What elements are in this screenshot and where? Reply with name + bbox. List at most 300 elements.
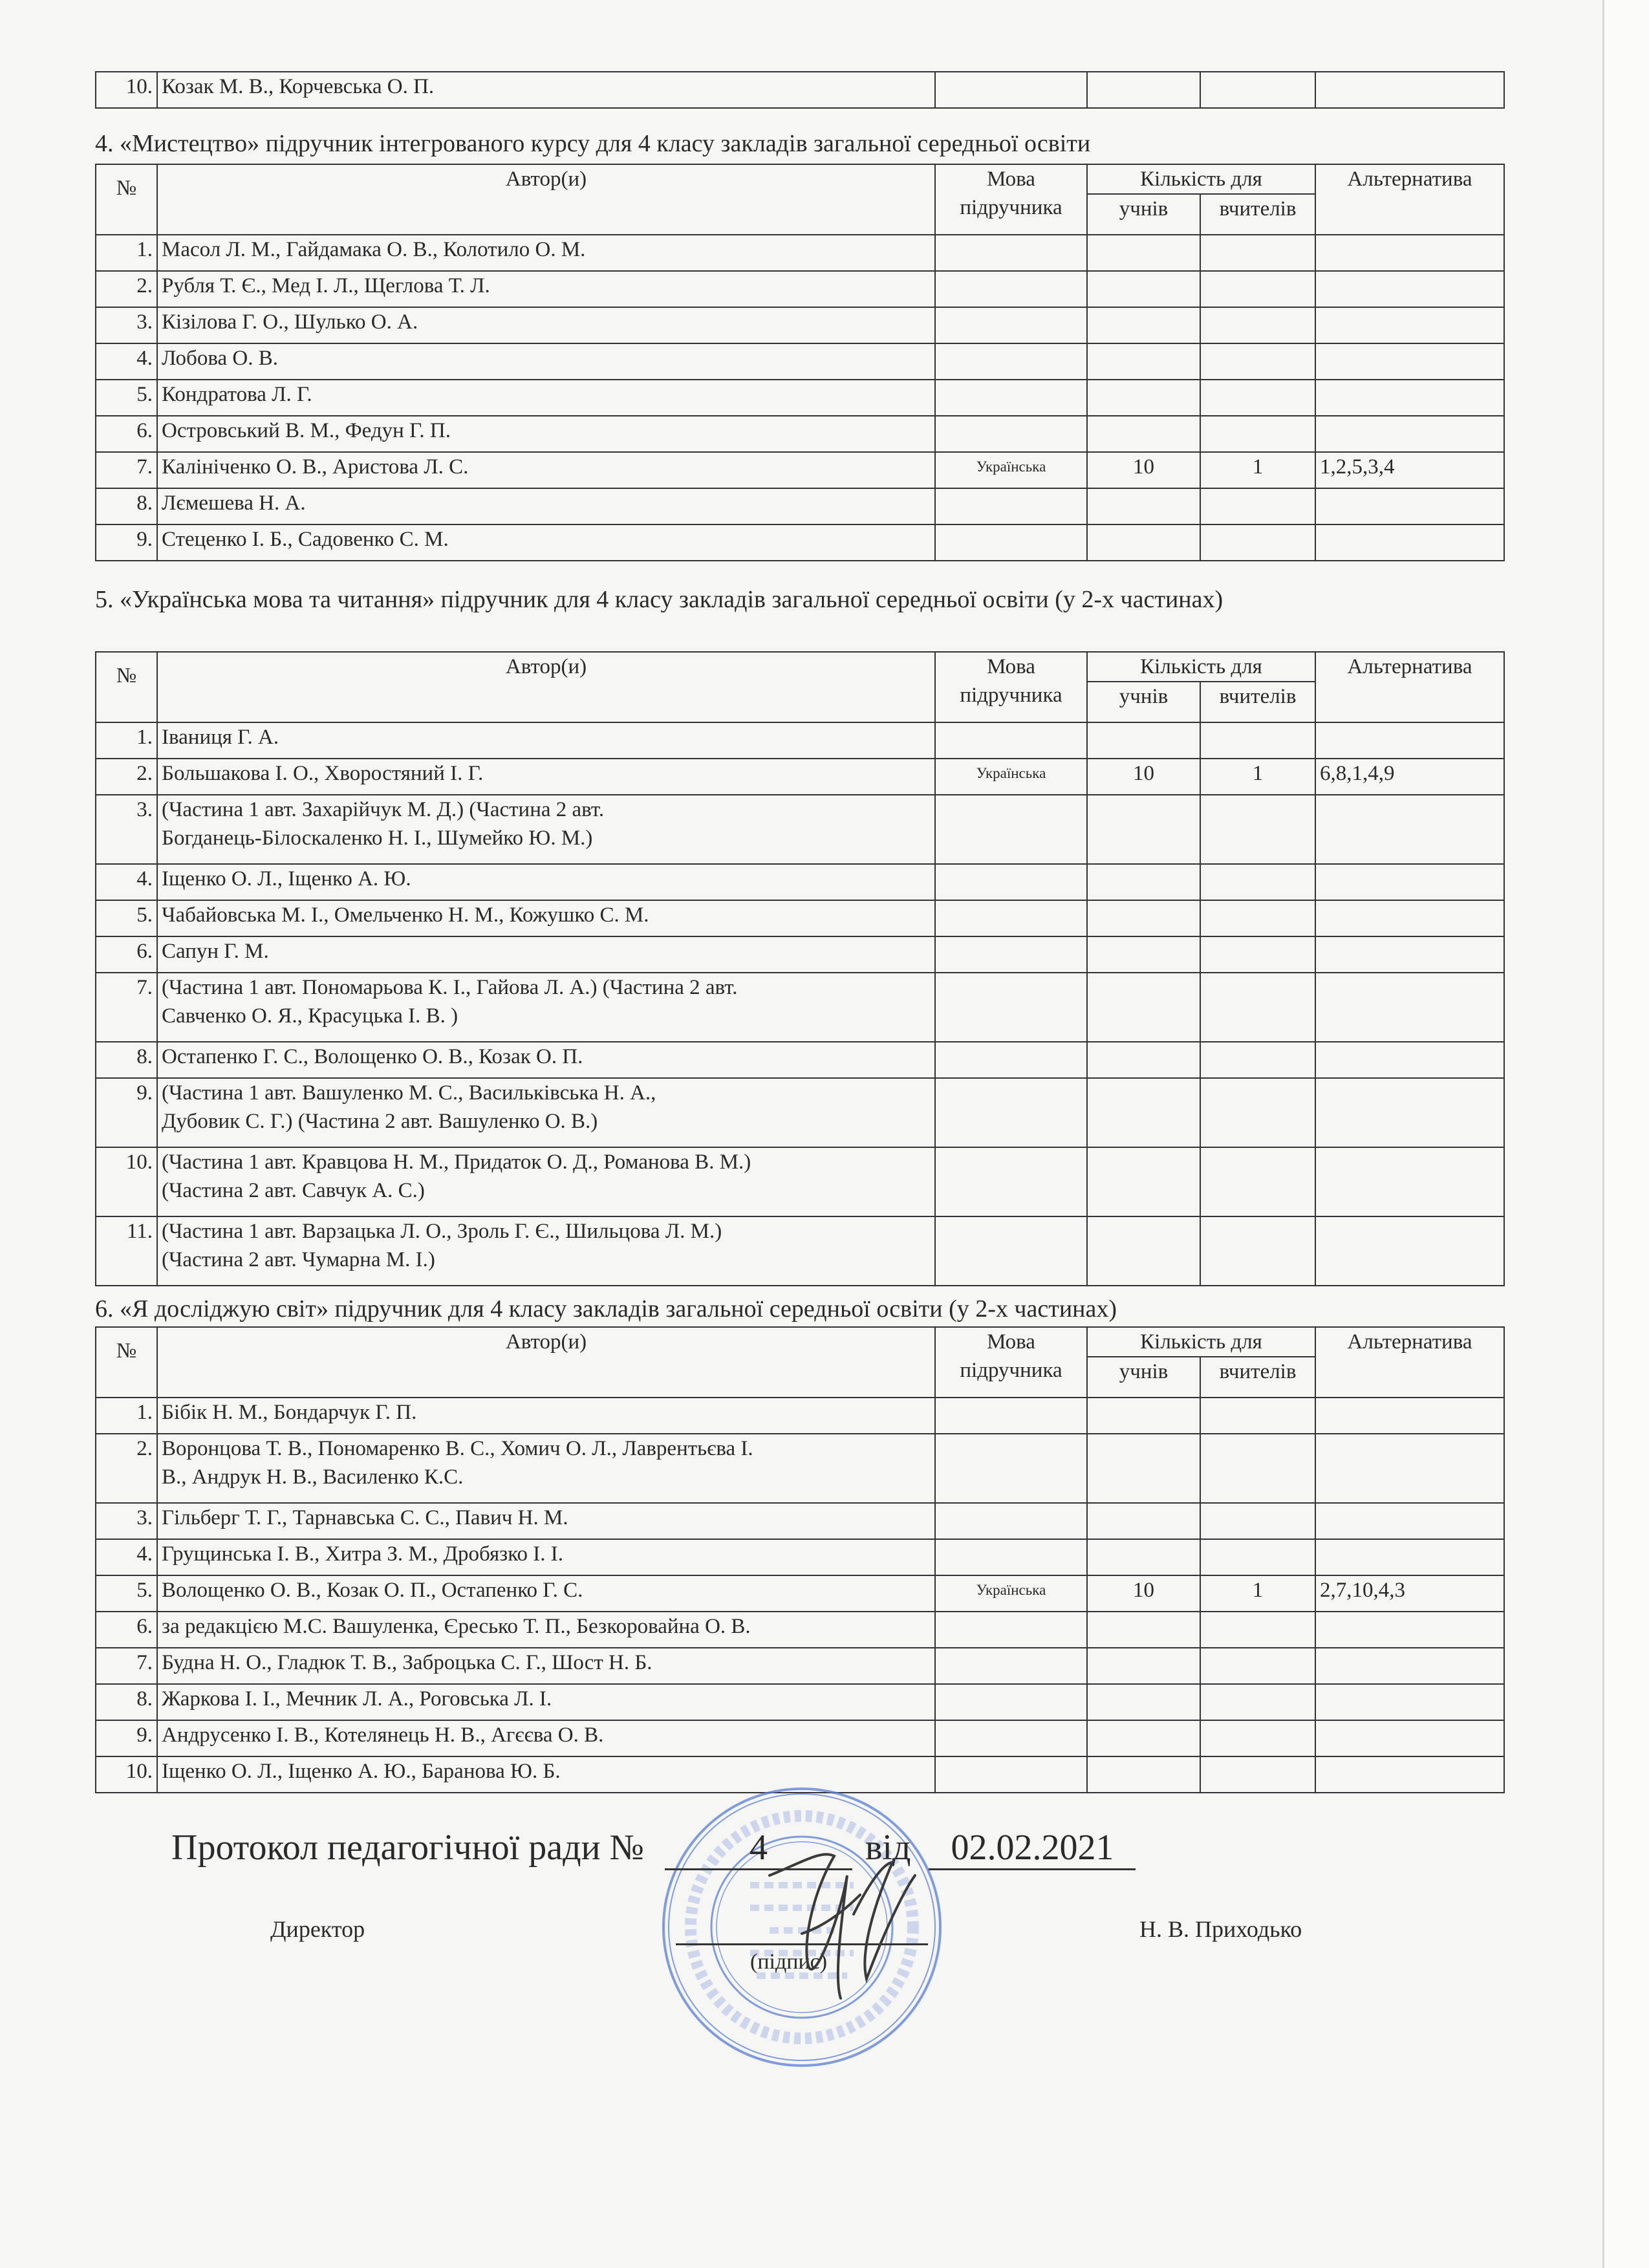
alternative-cell xyxy=(1315,722,1504,759)
authors-cell xyxy=(157,1612,935,1648)
row-number: 10. xyxy=(96,72,157,108)
language-cell xyxy=(935,1539,1087,1575)
authors-cell xyxy=(157,1398,935,1434)
table-row xyxy=(96,1720,1504,1756)
row-number: 1. xyxy=(96,722,157,759)
alternative-cell xyxy=(1315,1756,1504,1793)
teachers-count-cell xyxy=(1200,900,1315,936)
language-cell xyxy=(935,488,1087,524)
alternative-cell xyxy=(1315,271,1504,307)
students-count-cell xyxy=(1087,1042,1200,1078)
row-number: 11. xyxy=(96,1216,157,1286)
row-number: 8. xyxy=(96,1684,157,1720)
alternative-cell xyxy=(1315,343,1504,380)
header-language xyxy=(935,652,1087,722)
students-count-cell xyxy=(1087,1539,1200,1575)
teachers-count-cell xyxy=(1200,271,1315,307)
authors-cell xyxy=(157,1503,935,1539)
alternative-cell xyxy=(1315,380,1504,416)
author-line: за редакцією М.С. Вашуленка, Єресько Т. П., Безкоровайна О. В. xyxy=(162,1615,751,1638)
author-line: (Частина 1 авт. Кравцова Н. М., Придаток О. Д., Романова В. М.) xyxy=(162,1150,751,1174)
language-cell xyxy=(935,1612,1087,1648)
header-language xyxy=(935,164,1087,235)
authors-cell xyxy=(157,1216,935,1286)
header-language-line: Мова xyxy=(987,655,1035,678)
header-count-for: Кількість для xyxy=(1087,652,1315,682)
authors-cell xyxy=(157,416,935,452)
header-number: № xyxy=(96,164,157,235)
alternative-cell xyxy=(1315,795,1504,864)
teachers-count-cell xyxy=(1200,1147,1315,1216)
author-line: Жаркова І. І., Мечник Л. А., Роговська Л. І. xyxy=(162,1687,552,1711)
alternative-cell xyxy=(1315,973,1504,1042)
table-row xyxy=(96,307,1504,343)
table-row xyxy=(96,1398,1504,1434)
row-number: 1. xyxy=(96,1398,157,1434)
alternative-cell xyxy=(1315,416,1504,452)
protocol-date: 02.02.2021 xyxy=(929,1827,1136,1870)
author-line: Масол Л. М., Гайдамака О. В., Колотило О. М. xyxy=(162,238,586,261)
teachers-count-cell xyxy=(1200,380,1315,416)
authors-cell xyxy=(157,452,935,488)
table-row xyxy=(96,488,1504,524)
language-cell xyxy=(935,72,1087,108)
author-line: Андрусенко І. В., Котелянець Н. В., Агєєва О. В. xyxy=(162,1723,604,1747)
author-line: Воронцова Т. В., Пономаренко В. С., Хомич О. Л., Лаврентьєва І. xyxy=(162,1437,753,1460)
students-count-cell xyxy=(1087,1434,1200,1503)
teachers-count-cell xyxy=(1200,973,1315,1042)
table-row xyxy=(96,1575,1504,1612)
alternative-cell xyxy=(1315,936,1504,973)
students-count-cell: 10 xyxy=(1087,759,1200,795)
header-alternative: Альтернатива xyxy=(1315,164,1504,235)
row-number: 8. xyxy=(96,1042,157,1078)
header-alternative: Альтернатива xyxy=(1315,1327,1504,1398)
teachers-count-cell xyxy=(1200,416,1315,452)
author-line: Чабайовська М. І., Омельченко Н. М., Кожушко С. М. xyxy=(162,903,649,927)
row-number: 10. xyxy=(96,1147,157,1216)
table-row xyxy=(96,380,1504,416)
language-cell xyxy=(935,1398,1087,1434)
author-line: (Частина 1 авт. Захарійчук М. Д.) (Частина 2 авт. xyxy=(162,798,605,821)
alternative-cell: 6,8,1,4,9 xyxy=(1315,759,1504,795)
alternative-cell xyxy=(1315,1216,1504,1286)
author-line: В., Андрук Н. В., Василенко К.С. xyxy=(162,1465,464,1489)
teachers-count-cell xyxy=(1200,1720,1315,1756)
authors-cell xyxy=(157,307,935,343)
students-count-cell xyxy=(1087,1720,1200,1756)
director-name: Н. В. Приходько xyxy=(1139,1916,1302,1942)
author-line: Савченко О. Я., Красуцька І. В. ) xyxy=(162,1004,458,1028)
students-count-cell xyxy=(1087,271,1200,307)
students-count-cell xyxy=(1087,235,1200,271)
table-row xyxy=(96,1684,1504,1720)
authors-cell xyxy=(157,235,935,271)
teachers-count-cell xyxy=(1200,795,1315,864)
table-row xyxy=(96,1503,1504,1539)
alternative-cell xyxy=(1315,1684,1504,1720)
author-line: Козак М. В., Корчевська О. П. xyxy=(162,75,435,98)
teachers-count-cell xyxy=(1200,235,1315,271)
students-count-cell xyxy=(1087,72,1200,108)
authors-cell xyxy=(157,1648,935,1684)
teachers-count-cell xyxy=(1200,1398,1315,1434)
row-number: 2. xyxy=(96,759,157,795)
page-edge-shadow xyxy=(1602,0,1604,2268)
authors-cell xyxy=(157,1720,935,1756)
author-line: Будна Н. О., Гладюк Т. В., Заброцька С. Г., Шост Н. Б. xyxy=(162,1651,652,1674)
students-count-cell xyxy=(1087,1684,1200,1720)
students-count-cell xyxy=(1087,1648,1200,1684)
teachers-count-cell xyxy=(1200,1434,1315,1503)
students-count-cell xyxy=(1087,722,1200,759)
table-row xyxy=(96,1612,1504,1648)
alternative-cell xyxy=(1315,1078,1504,1147)
author-line: Грущинська І. В., Хитра З. М., Дробязко І. І. xyxy=(162,1542,564,1566)
alternative-cell xyxy=(1315,864,1504,900)
table-row xyxy=(96,973,1504,1042)
language-cell xyxy=(935,380,1087,416)
author-line: Іваниця Г. А. xyxy=(162,726,279,749)
language-cell: Українська xyxy=(935,759,1087,795)
table-row xyxy=(96,72,1504,108)
table-row xyxy=(96,1216,1504,1286)
row-number: 3. xyxy=(96,307,157,343)
row-number: 6. xyxy=(96,936,157,973)
author-line: Остапенко Г. С., Волощенко О. В., Козак О. П. xyxy=(162,1045,583,1068)
row-number: 7. xyxy=(96,973,157,1042)
table-row xyxy=(96,343,1504,380)
author-line: Лобова О. В. xyxy=(162,347,278,370)
header-language-line: підручника xyxy=(960,1359,1062,1382)
teachers-count-cell xyxy=(1200,1078,1315,1147)
authors-cell xyxy=(157,973,935,1042)
language-cell xyxy=(935,1720,1087,1756)
table-row xyxy=(96,1434,1504,1503)
language-cell xyxy=(935,1042,1087,1078)
alternative-cell xyxy=(1315,235,1504,271)
teachers-count-cell xyxy=(1200,1684,1315,1720)
students-count-cell xyxy=(1087,488,1200,524)
authors-cell xyxy=(157,936,935,973)
language-cell xyxy=(935,1756,1087,1793)
row-number: 1. xyxy=(96,235,157,271)
row-number: 9. xyxy=(96,1720,157,1756)
author-line: Богданець-Білоскаленко Н. І., Шумейко Ю. М.) xyxy=(162,826,593,850)
protocol-number: 4 xyxy=(665,1827,852,1870)
row-number: 5. xyxy=(96,1575,157,1612)
students-count-cell: 10 xyxy=(1087,1575,1200,1612)
author-line: Іщенко О. Л., Іщенко А. Ю. xyxy=(162,867,411,891)
authors-cell xyxy=(157,722,935,759)
alternative-cell xyxy=(1315,1612,1504,1648)
author-line: Калініченко О. В., Аристова Л. С. xyxy=(162,455,469,479)
authors-cell xyxy=(157,1078,935,1147)
authors-cell xyxy=(157,488,935,524)
students-count-cell xyxy=(1087,343,1200,380)
header-row xyxy=(96,1327,1504,1357)
authors-cell xyxy=(157,271,935,307)
authors-cell xyxy=(157,900,935,936)
author-line: (Частина 2 авт. Савчук А. С.) xyxy=(162,1179,425,1202)
teachers-count-cell xyxy=(1200,1042,1315,1078)
alternative-cell xyxy=(1315,1648,1504,1684)
students-count-cell xyxy=(1087,1756,1200,1793)
students-count-cell xyxy=(1087,795,1200,864)
language-cell xyxy=(935,936,1087,973)
alternative-cell xyxy=(1315,524,1504,561)
author-line: Іщенко О. Л., Іщенко А. Ю., Баранова Ю. Б. xyxy=(162,1760,561,1783)
language-cell xyxy=(935,722,1087,759)
row-number: 7. xyxy=(96,1648,157,1684)
row-number: 2. xyxy=(96,1434,157,1503)
language-cell: Українська xyxy=(935,1575,1087,1612)
header-language-line: підручника xyxy=(960,196,1062,219)
alternative-cell xyxy=(1315,1539,1504,1575)
row-number: 3. xyxy=(96,795,157,864)
teachers-count-cell: 1 xyxy=(1200,1575,1315,1612)
language-cell xyxy=(935,1216,1087,1286)
header-alternative: Альтернатива xyxy=(1315,652,1504,722)
teachers-count-cell xyxy=(1200,307,1315,343)
row-number: 8. xyxy=(96,488,157,524)
header-count-for: Кількість для xyxy=(1087,1327,1315,1357)
author-line: (Частина 1 авт. Варзацька Л. О., Зроль Г. Є., Шильцова Л. М.) xyxy=(162,1220,722,1243)
author-line: Рубля Т. Є., Мед І. Л., Щеглова Т. Л. xyxy=(162,274,490,297)
header-authors: Автор(и) xyxy=(157,164,935,235)
row-number: 4. xyxy=(96,864,157,900)
language-cell xyxy=(935,973,1087,1042)
table-row xyxy=(96,1078,1504,1147)
header-students: учнів xyxy=(1087,682,1200,722)
header-teachers: вчителів xyxy=(1200,1357,1315,1398)
row-number: 9. xyxy=(96,524,157,561)
table-row xyxy=(96,452,1504,488)
alternative-cell: 2,7,10,4,3 xyxy=(1315,1575,1504,1612)
language-cell xyxy=(935,524,1087,561)
header-row xyxy=(96,652,1504,682)
teachers-count-cell: 1 xyxy=(1200,759,1315,795)
students-count-cell xyxy=(1087,380,1200,416)
header-students: учнів xyxy=(1087,1357,1200,1398)
author-line: (Частина 2 авт. Чумарна М. І.) xyxy=(162,1248,435,1271)
table-row xyxy=(96,1539,1504,1575)
authors-cell xyxy=(157,1147,935,1216)
authors-cell xyxy=(157,1042,935,1078)
world-textbook-table xyxy=(95,1326,1505,1793)
header-authors: Автор(и) xyxy=(157,1327,935,1398)
language-cell xyxy=(935,235,1087,271)
header-teachers: вчителів xyxy=(1200,194,1315,235)
language-cell xyxy=(935,416,1087,452)
section-title-world: 6. «Я досліджую світ» підручник для 4 класу закладів загальної середньої освіти (у 2-х частинах) xyxy=(95,1295,1117,1323)
authors-cell xyxy=(157,795,935,864)
from-label: від xyxy=(865,1828,911,1868)
students-count-cell xyxy=(1087,900,1200,936)
author-line: Кондратова Л. Г. xyxy=(162,383,312,406)
header-number: № xyxy=(96,1327,157,1398)
director-label: Директор xyxy=(270,1916,365,1942)
author-line: Дубовик С. Г.) (Частина 2 авт. Вашуленко О. В.) xyxy=(162,1110,598,1133)
protocol-label: Протокол педагогічної ради № xyxy=(171,1828,644,1868)
header-count-for: Кількість для xyxy=(1087,164,1315,194)
teachers-count-cell xyxy=(1200,936,1315,973)
authors-cell xyxy=(157,343,935,380)
header-language-line: підручника xyxy=(960,684,1062,707)
language-cell xyxy=(935,1078,1087,1147)
teachers-count-cell xyxy=(1200,72,1315,108)
author-line: Стеценко І. Б., Садовенко С. М. xyxy=(162,528,449,551)
section-title-ukrainian: 5. «Українська мова та читання» підручник для 4 класу закладів загальної середньої освіти (у 2-х частинах) xyxy=(95,586,1223,613)
teachers-count-cell xyxy=(1200,864,1315,900)
alternative-cell xyxy=(1315,1042,1504,1078)
authors-cell xyxy=(157,72,935,108)
students-count-cell xyxy=(1087,1147,1200,1216)
language-cell: Українська xyxy=(935,452,1087,488)
students-count-cell xyxy=(1087,1612,1200,1648)
row-number: 10. xyxy=(96,1756,157,1793)
row-number: 3. xyxy=(96,1503,157,1539)
table-row xyxy=(96,936,1504,973)
header-authors: Автор(и) xyxy=(157,652,935,722)
alternative-cell xyxy=(1315,1398,1504,1434)
author-line: Лємешева Н. А. xyxy=(162,491,306,515)
header-language-line: Мова xyxy=(987,167,1035,191)
table-row xyxy=(96,722,1504,759)
students-count-cell xyxy=(1087,936,1200,973)
teachers-count-cell xyxy=(1200,1539,1315,1575)
continued-table xyxy=(95,71,1505,109)
language-cell xyxy=(935,343,1087,380)
language-cell xyxy=(935,271,1087,307)
table-row xyxy=(96,235,1504,271)
alternative-cell xyxy=(1315,307,1504,343)
teachers-count-cell xyxy=(1200,524,1315,561)
language-cell xyxy=(935,1434,1087,1503)
authors-cell xyxy=(157,1575,935,1612)
alternative-cell xyxy=(1315,1434,1504,1503)
teachers-count-cell xyxy=(1200,1503,1315,1539)
students-count-cell xyxy=(1087,1078,1200,1147)
authors-cell xyxy=(157,524,935,561)
alternative-cell: 1,2,5,3,4 xyxy=(1315,452,1504,488)
author-line: Сапун Г. М. xyxy=(162,940,269,963)
row-number: 7. xyxy=(96,452,157,488)
students-count-cell xyxy=(1087,524,1200,561)
authors-cell xyxy=(157,864,935,900)
art-textbook-table xyxy=(95,164,1505,561)
alternative-cell xyxy=(1315,1147,1504,1216)
alternative-cell xyxy=(1315,1503,1504,1539)
author-line: Волощенко О. В., Козак О. П., Остапенко Г. С. xyxy=(162,1579,583,1602)
teachers-count-cell: 1 xyxy=(1200,452,1315,488)
students-count-cell xyxy=(1087,1503,1200,1539)
authors-cell xyxy=(157,1434,935,1503)
alternative-cell xyxy=(1315,1720,1504,1756)
alternative-cell xyxy=(1315,488,1504,524)
language-cell xyxy=(935,1147,1087,1216)
row-number: 4. xyxy=(96,1539,157,1575)
row-number: 2. xyxy=(96,271,157,307)
table-row xyxy=(96,524,1504,561)
header-students: учнів xyxy=(1087,194,1200,235)
teachers-count-cell xyxy=(1200,1648,1315,1684)
language-cell xyxy=(935,1503,1087,1539)
header-language xyxy=(935,1327,1087,1398)
authors-cell xyxy=(157,1684,935,1720)
header-teachers: вчителів xyxy=(1200,682,1315,722)
table-row xyxy=(96,864,1504,900)
author-line: (Частина 1 авт. Вашуленко М. С., Васильківська Н. А., xyxy=(162,1081,656,1105)
students-count-cell xyxy=(1087,1398,1200,1434)
ukrainian-textbook-table xyxy=(95,651,1505,1286)
row-number: 9. xyxy=(96,1078,157,1147)
language-cell xyxy=(935,1648,1087,1684)
author-line: Островський В. М., Федун Г. П. xyxy=(162,419,451,442)
authors-cell xyxy=(157,759,935,795)
table-row xyxy=(96,900,1504,936)
table-row xyxy=(96,1648,1504,1684)
language-cell xyxy=(935,1684,1087,1720)
teachers-count-cell xyxy=(1200,1756,1315,1793)
header-language-line: Мова xyxy=(987,1330,1035,1354)
header-row xyxy=(96,164,1504,194)
teachers-count-cell xyxy=(1200,343,1315,380)
protocol-line xyxy=(171,1827,1136,1870)
language-cell xyxy=(935,864,1087,900)
handwritten-signature xyxy=(763,1837,918,2005)
table-row xyxy=(96,759,1504,795)
table-row xyxy=(96,416,1504,452)
table-row xyxy=(96,271,1504,307)
row-number: 6. xyxy=(96,1612,157,1648)
author-line: Бібік Н. М., Бондарчук Г. П. xyxy=(162,1401,417,1424)
table-row xyxy=(96,795,1504,864)
section-title-art: 4. «Мистецтво» підручник інтегрованого курсу для 4 класу закладів загальної середньої освіти xyxy=(95,130,1091,157)
alternative-cell xyxy=(1315,900,1504,936)
author-line: Кізілова Г. О., Шулько О. А. xyxy=(162,310,418,334)
author-line: Большакова І. О., Хворостяний І. Г. xyxy=(162,762,484,785)
table-row xyxy=(96,1042,1504,1078)
authors-cell xyxy=(157,1539,935,1575)
teachers-count-cell xyxy=(1200,1216,1315,1286)
language-cell xyxy=(935,900,1087,936)
table-row xyxy=(96,1147,1504,1216)
header-number: № xyxy=(96,652,157,722)
language-cell xyxy=(935,307,1087,343)
author-line: Гільберг Т. Г., Тарнавська С. С., Павич Н. М. xyxy=(162,1506,568,1529)
author-line: (Частина 1 авт. Пономарьова К. І., Гайова Л. А.) (Частина 2 авт. xyxy=(162,976,738,999)
students-count-cell: 10 xyxy=(1087,452,1200,488)
students-count-cell xyxy=(1087,864,1200,900)
row-number: 4. xyxy=(96,343,157,380)
row-number: 5. xyxy=(96,900,157,936)
row-number: 6. xyxy=(96,416,157,452)
page-margin xyxy=(1604,0,1649,2268)
students-count-cell xyxy=(1087,1216,1200,1286)
teachers-count-cell xyxy=(1200,1612,1315,1648)
students-count-cell xyxy=(1087,416,1200,452)
students-count-cell xyxy=(1087,307,1200,343)
language-cell xyxy=(935,795,1087,864)
teachers-count-cell xyxy=(1200,722,1315,759)
teachers-count-cell xyxy=(1200,488,1315,524)
signature-caption: (підпис) xyxy=(750,1950,828,1974)
students-count-cell xyxy=(1087,973,1200,1042)
alternative-cell xyxy=(1315,72,1504,108)
authors-cell xyxy=(157,380,935,416)
row-number: 5. xyxy=(96,380,157,416)
